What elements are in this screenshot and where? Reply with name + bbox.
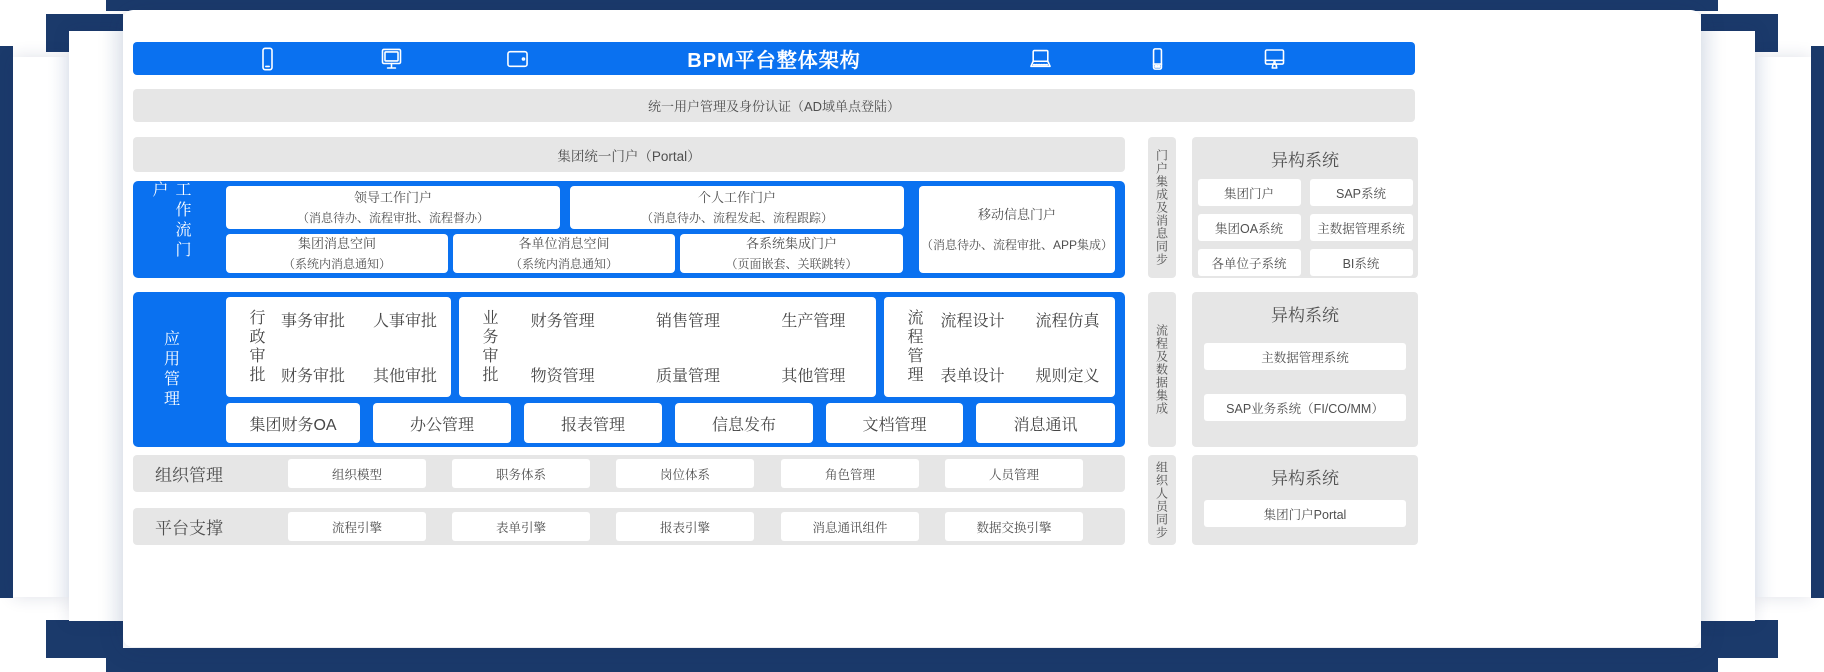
sync-bar-portal-message [1148,137,1176,278]
portal-bar [133,137,1125,172]
mobile-phone-icon [1144,45,1171,72]
module-message-communication [976,403,1115,443]
group-items [925,308,1115,386]
panel-title: 异构系统 [1271,469,1339,488]
app-item: 流程设计 [940,313,1005,330]
platform-box-data-exchange-engine [945,512,1083,541]
module-label: 信息发布 [711,416,776,434]
page-title: BPM平台整体架构 [687,50,861,72]
application-management-label: 应用管理 [161,329,179,410]
org-box-position-system [452,459,590,488]
external-system-box [1204,500,1406,527]
app-item: 质量管理 [655,368,720,385]
module-label: 文档管理 [862,416,927,434]
group-label: 流程管理 [905,309,922,385]
box-mobile-info-portal [919,186,1115,273]
external-system-label: 集团门户Portal [1263,507,1347,522]
org-item-label: 组织模型 [331,467,382,482]
external-systems-panel-3 [1192,455,1418,545]
group-admin-approval [226,297,451,397]
platform-item-label: 数据交换引擎 [976,520,1052,535]
app-item: 财务审批 [280,368,345,385]
module-label: 消息通讯 [1013,416,1078,434]
app-item: 表单设计 [940,368,1005,385]
box-detail: （页面嵌套、关联跳转） [725,256,858,271]
external-system-box [1310,249,1413,276]
workflow-portal-label: 工作流门户 [150,181,190,261]
group-items [267,308,451,386]
platform-item-label: 消息通讯组件 [812,520,888,535]
org-item-label: 岗位体系 [659,467,710,482]
external-system-label: 集团门户 [1223,186,1274,201]
app-item: 流程仿真 [1035,313,1100,330]
external-system-label: 主数据管理系统 [1317,221,1405,236]
external-system-box [1310,179,1413,206]
module-label: 集团财务OA [249,416,337,434]
box-title: 领导工作门户 [353,190,432,206]
external-systems-panel-1 [1192,137,1418,278]
platform-item-label: 报表引擎 [659,520,710,535]
app-item: 其他审批 [372,368,437,385]
platform-label: 平台支撑 [155,519,223,538]
panel-title: 异构系统 [1271,306,1339,325]
external-system-label: 集团OA系统 [1214,221,1284,236]
box-leader-work-portal [226,186,560,229]
org-item-label: 职务体系 [495,467,546,482]
box-title: 移动信息门户 [977,207,1056,223]
platform-box-form-engine [452,512,590,541]
panel-title: 异构系统 [1271,151,1339,170]
org-box-role-management [781,459,919,488]
org-box-post-system [616,459,754,488]
external-system-box [1204,394,1406,421]
panel-stack [1192,343,1418,421]
module-document-management [826,403,963,443]
platform-item-label: 表单引擎 [495,520,546,535]
external-system-box [1198,249,1301,276]
organization-label: 组织管理 [155,466,223,485]
app-item: 其他管理 [781,368,846,385]
auth-bar [133,89,1415,122]
platform-box-process-engine [288,512,426,541]
group-business-approval [459,297,876,397]
group-items [500,308,876,386]
box-system-integration-portal [680,234,903,273]
box-personal-work-portal [570,186,904,229]
box-title: 各系统集成门户 [745,236,837,252]
box-group-message-space [226,234,448,273]
platform-item-label: 流程引擎 [331,520,382,535]
module-report-management [524,403,662,443]
app-item: 事务审批 [280,313,345,330]
external-system-box [1198,214,1301,241]
external-system-box [1310,214,1413,241]
external-system-label: 主数据管理系统 [1261,350,1349,365]
external-system-label: 各单位子系统 [1211,256,1287,271]
app-item: 人事审批 [372,313,437,330]
org-box-model [288,459,426,488]
app-item: 财务管理 [530,313,595,330]
org-item-label: 人员管理 [988,467,1039,482]
group-label: 业务审批 [480,309,497,385]
header-bar [133,42,1415,75]
box-detail: （消息待办、流程发起、流程跟踪） [640,210,833,225]
box-detail: （系统内消息通知） [509,256,618,271]
sync-bar-label: 组织人员同步 [1154,461,1169,539]
box-title: 各单位消息空间 [518,236,610,252]
box-unit-message-space [453,234,675,273]
external-system-label: BI系统 [1342,256,1380,271]
box-detail: （消息待办、流程审批、流程督办） [296,210,489,225]
module-info-publishing [675,403,813,443]
portal-bar-label: 集团统一门户（Portal） [557,148,701,164]
module-label: 报表管理 [560,416,625,434]
box-title: 集团消息空间 [297,236,376,252]
sync-bar-label: 流程及数据集成 [1154,324,1169,415]
module-office-management [373,403,511,443]
external-systems-panel-2 [1192,292,1418,447]
module-group-finance-oa [226,403,360,443]
box-title: 个人工作门户 [697,190,776,206]
platform-box-report-engine [616,512,754,541]
sync-bar-label: 门户集成及消息同步 [1154,149,1169,266]
app-item: 生产管理 [781,313,846,330]
group-process-management [884,297,1115,397]
sync-bar-org-personnel [1148,455,1176,545]
module-label: 办公管理 [409,416,474,434]
panel-grid [1192,179,1418,276]
box-detail: （消息待办、流程审批、APP集成） [920,237,1113,252]
panel-stack [1192,500,1418,527]
box-detail: （系统内消息通知） [282,256,391,271]
sync-bar-process-data [1148,292,1176,447]
external-system-box [1204,343,1406,370]
group-label: 行政审批 [247,309,264,385]
platform-box-message-component [781,512,919,541]
app-item: 规则定义 [1035,368,1100,385]
org-box-personnel-management [945,459,1083,488]
org-item-label: 角色管理 [824,467,875,482]
app-item: 销售管理 [655,313,720,330]
app-item: 物资管理 [530,368,595,385]
external-system-label: SAP系统 [1335,186,1386,201]
desktop-icon [1261,45,1288,72]
laptop-icon [1027,45,1054,72]
auth-bar-label: 统一用户管理及身份认证（AD域单点登陆） [647,99,901,114]
external-system-label: SAP业务系统（FI/CO/MM） [1226,401,1384,416]
external-system-box [1198,179,1301,206]
